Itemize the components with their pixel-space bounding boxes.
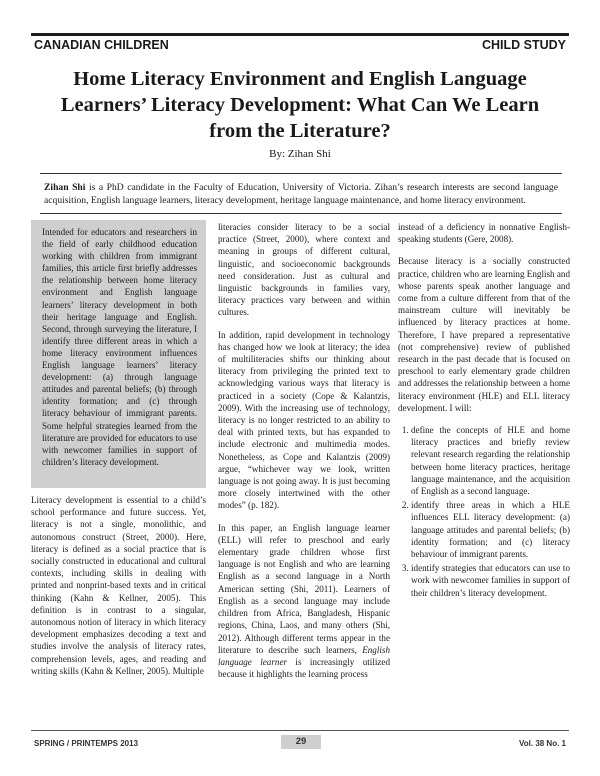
issue-season: SPRING / PRINTEMPS 2013 [34, 739, 139, 748]
article-title: Home Literacy Environment and English Language Learners’ Literacy Development: What Can We Learn from the Literature? [60, 68, 540, 142]
author-name: Zihan Shi [44, 182, 86, 193]
column-3 [398, 221, 570, 601]
byline: By: Zihan Shi [269, 148, 331, 160]
paragraph-text: is increasingly utilized because it highlights the learning process [218, 656, 390, 680]
objectives-list [398, 424, 570, 599]
paragraph: Because literacy is a socially constructed practice, children who are learning English and whose parents speak another language and come from a culture different from that of the mainstream culture will inevitably be influenced by literacy practices at home. Therefore, I have prepared a representative (not comprehensive) review of published research in the past decade that is focused on preschool to early elementary grade children and addresses the relationship between a home literacy environment (HLE) and ELL literacy development. I will: [398, 256, 570, 413]
author-bio [40, 173, 562, 214]
author-bio-text: is a PhD candidate in the Faculty of Education, University of Victoria. Zihan’s research interests are second language acquisition, English language learners, literacy development, heritage language maintenance, and home literacy environment. [44, 182, 558, 206]
abstract-box: Intended for educators and researchers in the field of early childhood education working with children from immigrant families, this article first briefly addresses the relationship between home literacy environment and English language learners’ literacy development in both their heritage language and English. Second, through surveying the literature, I identify three different areas in which a home literacy environment influences English language learners’ literacy development: (a) through language attitudes and parental beliefs; (b) through identity formation; and (c) through literacy behaviour of immigrant parents. Some helpful strategies learned from the literature are provided for educators to use with newcomer families in support of children’s literacy development. [31, 220, 206, 488]
list-item: 1. define the concepts of HLE and home literacy practices and briefly review relevant research regarding the relationship between home literacy practices, heritage language maintenance, and the acquisition of English as a second language. [411, 424, 570, 497]
section-name: CHILD STUDY [481, 38, 566, 52]
list-item: 2. identify three areas in which a HLE influences ELL literacy development: (a) language attitudes and parental beliefs; (b) identity formation; and (c) literacy behaviour of immigrant parents. [411, 499, 570, 560]
running-header [31, 33, 569, 56]
emphasized-term: English language learner [218, 644, 390, 667]
volume-number: Vol. 38 No. 1 [519, 739, 566, 748]
running-footer [31, 730, 569, 749]
page-number: 29 [281, 735, 321, 749]
paragraph: instead of a deficiency in nonnative English-speaking students (Gere, 2008). [398, 222, 570, 245]
paragraph: Literacy development is essential to a child’s school performance and future success. Yet, literacy is not a single, monolithic, and autonomous construct (Street, 2000). Here, literacy is defined as a social practice that is socially constructed in educational and cultural contexts, including skills in dealing with printed and nonprint-based texts and in critical thinking (Kahn & Kellner, 2005). This definition is in contrast to a singular, autonomous notion of literacy in which literacy development emphasizes decoding a text and studies involve the analysis of literacy rates, comprehension levels, ages, and reading and writing skills (Kahn & Kellner, 2005). Multiple [31, 495, 206, 676]
journal-name: CANADIAN CHILDREN [34, 38, 169, 52]
list-item: 3. identify strategies that educators can use to work with newcomer families in support of their children’s literacy development. [411, 562, 570, 599]
paragraph: literacies consider literacy to be a social practice (Street, 2000), where context and meaning in groups of different cultural, linguistic, and socioeconomic backgrounds need consideration. Just as cultural and linguistic backgrounds in families vary, literacy practices vary between and within cultures. [218, 222, 390, 318]
paragraph [218, 522, 390, 681]
column-2 [218, 221, 390, 690]
paragraph-text: In this paper, an English language learner (ELL) will refer to preschool and early elementary grade children whose first language is not English and who are learning English as a second language in a North American setting (Shi, 2011). Learners of English as a second language may include children from Africa, Bangladesh, Hispanic regions, China, Laos, and many others (Shi, 2012). Although different terms appear in the literature to describe such learners, [218, 522, 390, 655]
column-1 [31, 494, 206, 687]
paragraph: In addition, rapid development in technology has changed how we look at literacy; the idea of multiliteracies shifts our thinking about literacy from privileging the printed text to acknowledging various ways that literacy is practiced in a society (Cope & Kalantzis, 2009). With the increasing use of technology, literacy is no longer restricted to an ability to deal with printed texts, but has expanded to include electronic and multimedia modes. Nonetheless, as Cope and Kalantzis (2009) argue, “whichever way we look, written language is not going away. It is just becoming more closely intertwined with the other modes” (p. 182). [218, 329, 390, 511]
